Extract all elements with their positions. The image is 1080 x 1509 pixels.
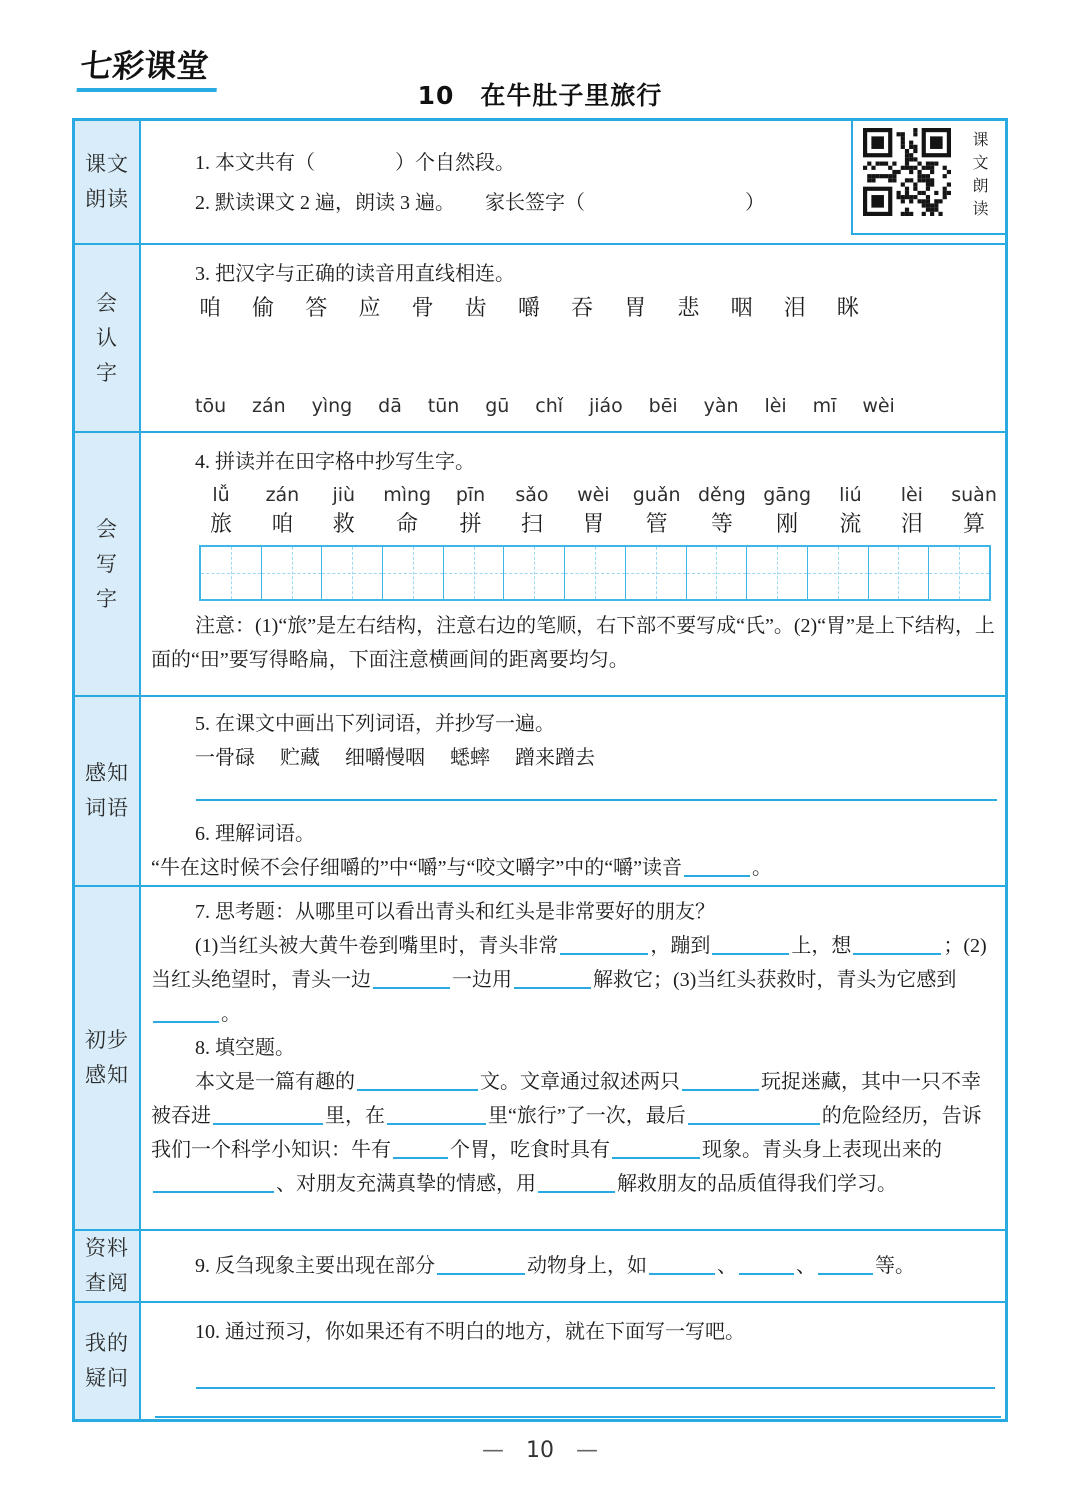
- hanzi-item: 答: [305, 295, 328, 320]
- hanzi-label: 拼: [459, 511, 482, 536]
- question-2: 2. 默读课文 2 遍，朗读 3 遍。 家长签字（ ）: [195, 192, 765, 214]
- hanzi-item: 应: [358, 295, 381, 320]
- section-reading-content: [141, 121, 1005, 243]
- answer-blank[interactable]: [387, 1108, 486, 1125]
- hanzi-column: [449, 481, 493, 539]
- answer-blank[interactable]: [153, 1006, 219, 1023]
- answer-blank[interactable]: [688, 1108, 820, 1125]
- pinyin-item: yàn: [703, 395, 739, 417]
- hanzi-column: [633, 481, 681, 539]
- pinyin-hanzi-columns: [199, 481, 997, 539]
- pinyin-item: gū: [485, 395, 510, 417]
- pinyin-item: bēi: [648, 395, 678, 417]
- question-10: 10. 通过预习，你如果还有不明白的地方，就在下面写一写吧。: [195, 1321, 745, 1343]
- hanzi-label: 管: [645, 511, 668, 536]
- tianzige-cell[interactable]: [565, 547, 626, 599]
- pinyin-item: tōu: [195, 395, 227, 417]
- hanzi-label: 算: [963, 511, 986, 536]
- pinyin-item: zán: [252, 395, 286, 417]
- tianzige-cell[interactable]: [687, 547, 748, 599]
- hanzi-item: 骨: [411, 295, 434, 320]
- pinyin-item: jiáo: [588, 395, 623, 417]
- hanzi-column: [510, 481, 554, 539]
- section-label-research: 资料 查阅: [75, 1231, 141, 1301]
- section-write-content: [141, 433, 1007, 695]
- hanzi-label: 胃: [582, 511, 605, 536]
- hanzi-item: 咽: [730, 295, 753, 320]
- section-label-questions: 我的 疑问: [75, 1303, 141, 1419]
- tianzige-cell[interactable]: [929, 547, 989, 599]
- hanzi-item: 吞: [571, 295, 594, 320]
- hanzi-label: 泪: [900, 511, 923, 536]
- tianzige-cell[interactable]: [808, 547, 869, 599]
- page-footer: [0, 1438, 1080, 1463]
- answer-blank[interactable]: [684, 860, 750, 877]
- hanzi-item: 偷: [252, 295, 275, 320]
- hanzi-item: 泪: [783, 295, 806, 320]
- word-list: 一骨碌 贮藏 细嚼慢咽 蟋蟀 蹭来蹭去: [195, 747, 595, 769]
- qr-label: 课文朗读: [970, 131, 987, 223]
- answer-blank[interactable]: [712, 938, 789, 955]
- tianzige-cell[interactable]: [201, 547, 262, 599]
- question-7-body: (1)当红头被大黄牛卷到嘴里时，青头非常 ，蹦到 上，想 ；(2)当红头绝望时，青头一边 一边用 解救它；(3)当红头获救时，青头为它感到。: [151, 935, 987, 1025]
- hanzi-column: [571, 481, 615, 539]
- question-6: 6. 理解词语。: [195, 823, 315, 845]
- hanzi-column: [698, 481, 746, 539]
- section-research-content: [141, 1231, 1005, 1301]
- answer-blank[interactable]: [514, 972, 591, 989]
- pinyin-label: pīn: [455, 484, 486, 506]
- pinyin-label: sǎo: [515, 484, 549, 506]
- hanzi-label: 救: [332, 511, 355, 536]
- tianzige-cell[interactable]: [444, 547, 505, 599]
- answer-blank[interactable]: [153, 1176, 274, 1193]
- answer-blank[interactable]: [682, 1074, 759, 1091]
- hanzi-column: [260, 481, 304, 539]
- hanzi-label: 命: [396, 511, 419, 536]
- page-title: [0, 76, 1080, 112]
- answer-blank[interactable]: [437, 1258, 525, 1275]
- writing-line[interactable]: [196, 1387, 995, 1389]
- tianzige-cell[interactable]: [322, 547, 383, 599]
- tianzige-cell[interactable]: [504, 547, 565, 599]
- worksheet-table: [72, 118, 1008, 1422]
- pinyin-label: děng: [697, 484, 746, 506]
- pinyin-label: gāng: [763, 484, 812, 506]
- answer-blank[interactable]: [357, 1074, 478, 1091]
- section-reading: [75, 121, 1005, 243]
- pinyin-label: mìng: [383, 484, 432, 506]
- pinyin-label: suàn: [951, 484, 997, 506]
- hanzi-item: 嚼: [517, 295, 540, 320]
- hanzi-label: 等: [710, 511, 733, 536]
- pinyin-row: [195, 389, 895, 423]
- section-comprehension: [75, 885, 1005, 1229]
- section-label-write: 会 写 字: [75, 433, 141, 695]
- pinyin-item: dā: [378, 395, 402, 417]
- hanzi-item: 悲: [677, 295, 700, 320]
- section-questions-content: [141, 1303, 1005, 1419]
- hanzi-label: 扫: [520, 511, 543, 536]
- answer-blank[interactable]: [213, 1108, 323, 1125]
- question-9: 9. 反刍现象主要出现在部分 动物身上，如 、 、 等。: [195, 1255, 915, 1277]
- question-8: 8. 填空题。: [195, 1037, 295, 1059]
- tianzige-cell[interactable]: [747, 547, 808, 599]
- section-label-recognize: 会 认 字: [75, 245, 141, 431]
- lesson-title: 在牛肚子里旅行: [480, 81, 663, 110]
- pinyin-item: wèi: [862, 395, 895, 417]
- section-label-comprehension: 初步 感知: [75, 887, 141, 1229]
- hanzi-column: [890, 481, 934, 539]
- tianzige-grid: [199, 545, 991, 601]
- hanzi-label: 咱: [271, 511, 294, 536]
- answer-blank[interactable]: [853, 938, 941, 955]
- question-3: 3. 把汉字与正确的读音用直线相连。: [195, 263, 515, 285]
- answer-blank[interactable]: [393, 1142, 448, 1159]
- hanzi-label: 旅: [209, 511, 232, 536]
- answer-blank[interactable]: [818, 1258, 873, 1275]
- hanzi-column: [763, 481, 811, 539]
- brand-logo: 七彩课堂: [77, 50, 220, 92]
- section-words: [75, 695, 1005, 885]
- answer-blank[interactable]: [612, 1142, 700, 1159]
- pinyin-item: tūn: [427, 395, 460, 417]
- tianzige-cell[interactable]: [383, 547, 444, 599]
- question-4: 4. 拼读并在田字格中抄写生字。: [195, 451, 475, 473]
- pinyin-label: lèi: [900, 484, 923, 506]
- hanzi-item: 齿: [464, 295, 487, 320]
- hanzi-column: [199, 481, 243, 539]
- qr-box: [851, 121, 1005, 235]
- pinyin-label: lǚ: [212, 484, 230, 506]
- question-1: 1. 本文共有（ ）个自然段。: [195, 152, 515, 174]
- hanzi-label: 流: [839, 511, 862, 536]
- pinyin-label: wèi: [577, 484, 610, 506]
- section-words-content: [141, 697, 1005, 885]
- tianzige-cell[interactable]: [869, 547, 930, 599]
- pinyin-item: lèi: [764, 395, 787, 417]
- question-7: 7. 思考题：从哪里可以看出青头和红头是非常要好的朋友？: [195, 901, 715, 923]
- footer-dash-right: —: [576, 1438, 598, 1463]
- section-questions: [75, 1301, 1005, 1419]
- hanzi-item: 眯: [836, 295, 859, 320]
- lesson-number: 10: [417, 81, 455, 110]
- tianzige-cell[interactable]: [626, 547, 687, 599]
- pinyin-label: jiù: [332, 484, 356, 506]
- answer-blank[interactable]: [739, 1258, 794, 1275]
- hanzi-column: [383, 481, 431, 539]
- hanzi-row: [199, 291, 859, 325]
- writing-note: 注意：(1)“旅”是左右结构，注意右边的笔顺，右下部不要写成“氏”。(2)“胃”是上下结构，上面的“田”要写得略扁，下面注意横画间的距离要均匀。: [151, 615, 995, 671]
- section-comprehension-content: [141, 887, 1005, 1229]
- pinyin-label: zán: [265, 484, 300, 506]
- question-6-body: “牛在这时候不会仔细嚼的”中“嚼”与“咬文嚼字”中的“嚼”读音 。: [151, 857, 773, 879]
- qr-code: [863, 128, 951, 227]
- hanzi-column: [951, 481, 997, 539]
- question-8-body: 本文是一篇有趣的 文。文章通过叙述两只 玩捉迷藏，其中一只不幸被吞进 里，在 里“旅行”了一次，最后 的危险经历，告诉我们一个科学小知识：牛有 个胃，吃食时具有 现象。青头身上表现出来的、对朋友充满真挚的情感，用 解救朋友的品质值得我们学习。: [151, 1071, 982, 1195]
- hanzi-item: 胃: [624, 295, 647, 320]
- footer-dash-left: —: [482, 1438, 504, 1463]
- hanzi-item: 咱: [199, 295, 222, 320]
- answer-blank[interactable]: [560, 938, 648, 955]
- answer-blank[interactable]: [373, 972, 450, 989]
- pinyin-label: guǎn: [632, 484, 681, 506]
- answer-blank[interactable]: [538, 1176, 615, 1193]
- hanzi-column: [322, 481, 366, 539]
- section-research: [75, 1229, 1005, 1301]
- tianzige-cell[interactable]: [262, 547, 323, 599]
- writing-line[interactable]: [155, 1416, 1001, 1418]
- pinyin-item: yìng: [311, 395, 353, 417]
- writing-line[interactable]: [196, 799, 997, 801]
- question-5: 5. 在课文中画出下列词语，并抄写一遍。: [195, 713, 555, 735]
- section-recognize: [75, 243, 1005, 431]
- pinyin-label: liú: [839, 484, 862, 506]
- section-write: [75, 431, 1005, 695]
- section-recognize-content: [141, 245, 1005, 431]
- section-label-reading: 课文 朗读: [75, 121, 141, 243]
- pinyin-item: mī: [812, 395, 837, 417]
- page-number: 10: [526, 1438, 554, 1463]
- section-label-words: 感知 词语: [75, 697, 141, 885]
- pinyin-item: chǐ: [535, 395, 564, 417]
- answer-blank[interactable]: [649, 1258, 715, 1275]
- hanzi-label: 刚: [776, 511, 799, 536]
- hanzi-column: [828, 481, 872, 539]
